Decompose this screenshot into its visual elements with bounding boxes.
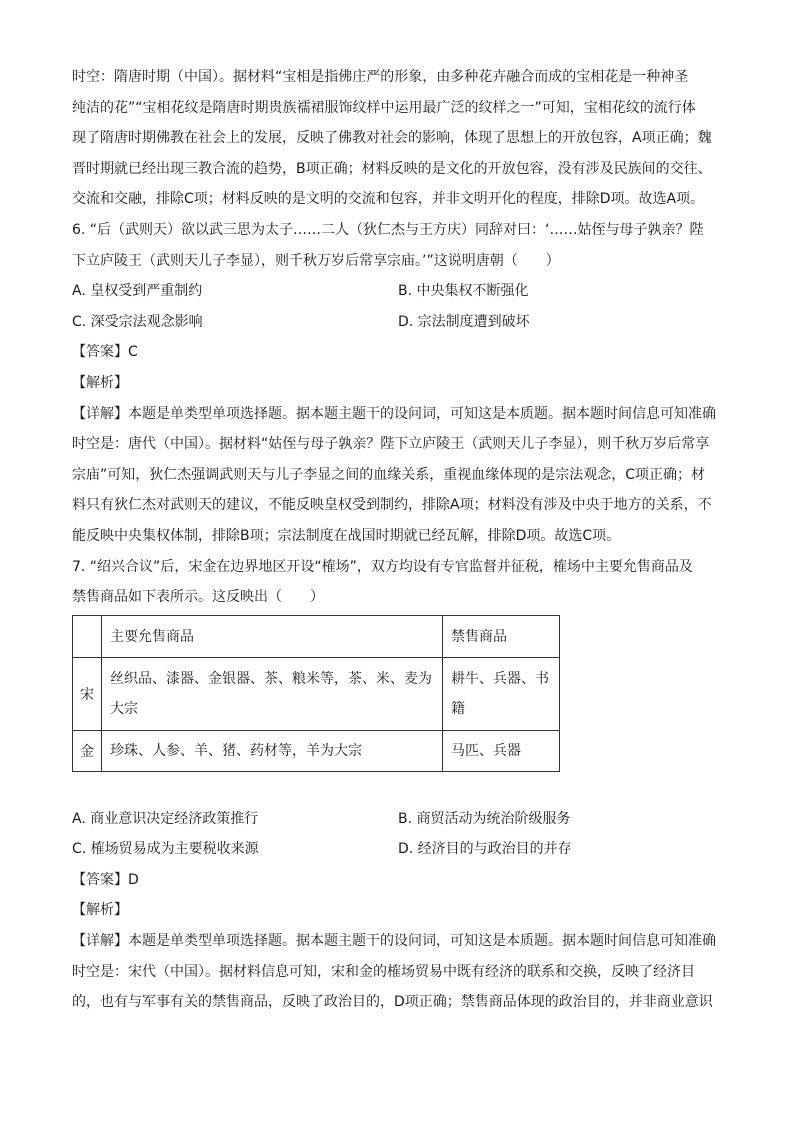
- cell-line: 籍: [451, 700, 465, 717]
- text-line: 交流和交融，排除C项；材料反映的是文明的交流和包容，并非文明开化的程度，排除D项。故选A项。: [72, 191, 705, 208]
- options-row: [72, 276, 724, 307]
- table-cell: [443, 657, 560, 730]
- table-cell: [443, 730, 560, 771]
- option-b: B. 商贸活动为统治阶级服务: [398, 810, 571, 827]
- option-d: D. 经济目的与政治目的并存: [398, 841, 572, 858]
- text-line: 纯洁的花”“宝相花纹是隋唐时期贵族襦裙服饰纹样中运用最广泛的纹样之一”可知，宝相花纹的流行体: [72, 99, 696, 116]
- question-stem-line: 7. “绍兴合议”后，宋金在边界地区开设“榷场”，双方均设有专官监督并征税，榷场中主要允售商品及: [72, 558, 693, 575]
- table-row: [73, 730, 560, 771]
- detail-line: 能反映中央集权体制，排除B项；宗法制度在战国时期就已经瓦解，排除D项。故选C项。: [72, 527, 621, 544]
- answer-value: C: [128, 344, 138, 361]
- table-row-label: 宋: [73, 657, 102, 730]
- question-6: [72, 215, 724, 552]
- option-a: A. 商业意识决定经济政策推行: [72, 810, 259, 827]
- table-cell: [102, 657, 443, 730]
- option-a: A. 皇权受到严重制约: [72, 283, 203, 300]
- question-stem-line: 下立庐陵王（武则天儿子李显），则千秋万岁后常享宗庙。’”这说明唐朝（ ）: [72, 252, 560, 269]
- options-row: [72, 804, 724, 835]
- question-stem-line: 禁售商品如下表所示。这反映出（ ）: [72, 589, 324, 606]
- answer-line: [72, 337, 724, 368]
- spacer: [72, 772, 724, 804]
- options-row: [72, 307, 724, 338]
- question-7: [72, 552, 724, 1018]
- answer-tag: 【答案】: [72, 871, 128, 888]
- options-row: [72, 834, 724, 865]
- question-stem-line: 6. “后（武则天）欲以武三思为太子……二人（狄仁杰与王方庆）同辞对曰：‘……姑侄与母子孰亲？陛: [72, 221, 704, 238]
- detail-line: 的，也有与军事有关的禁售商品，反映了政治目的，D项正确；禁售商品体现的政治目的，并非商业意识: [72, 994, 713, 1011]
- answer-tag: 【答案】: [72, 344, 128, 361]
- table-row-label: 金: [73, 730, 102, 771]
- goods-table: [72, 615, 560, 772]
- detail-line: 宗庙”可知，狄仁杰强调武则天与儿子李显之间的血缘关系，重视血缘体现的是宗法观念，C项正确；材: [72, 466, 706, 483]
- cell-line: 耕牛、兵器、书: [451, 670, 549, 687]
- option-c: C. 深受宗法观念影响: [72, 313, 203, 330]
- detail-line: 【详解】本题是单类型单项选择题。据本题主题干的设问词，可知这是本质题。据本题时间信息可知准确: [72, 933, 716, 950]
- table-header-row: [73, 615, 560, 657]
- document-page: [72, 62, 724, 1018]
- option-c: C. 榷场贸易成为主要税收来源: [72, 841, 259, 858]
- table-header-cell: [73, 615, 102, 657]
- analysis-tag: 【解析】: [72, 374, 128, 391]
- table-header-cell: 主要允售商品: [102, 615, 443, 657]
- detail-line: 时空是：宋代（中国）。据材料信息可知，宋和金的榷场贸易中既有经济的联系和交换，反映了经济目: [72, 963, 695, 980]
- cell-line: 马匹、兵器: [451, 742, 521, 759]
- cell-line: 丝织品、漆器、金银器、茶、粮米等，茶、米、麦为: [110, 670, 432, 687]
- answer-line: [72, 865, 724, 896]
- analysis-tag: 【解析】: [72, 902, 128, 919]
- table-row: [73, 657, 560, 730]
- table-header-cell: 禁售商品: [443, 615, 560, 657]
- detail-line: 【详解】本题是单类型单项选择题。据本题主题干的设问词，可知这是本质题。据本题时间信息可知准确: [72, 405, 716, 422]
- text-line: 时空：隋唐时期（中国）。据材料“宝相是指佛庄严的形象，由多种花卉融合而成的宝相花是一种神圣: [72, 69, 689, 85]
- table-cell: [102, 730, 443, 771]
- cell-line: 大宗: [110, 700, 138, 717]
- previous-analysis: [72, 62, 724, 215]
- cell-line: 珍珠、人参、羊、猪、药材等，羊为大宗: [110, 742, 362, 759]
- option-d: D. 宗法制度遭到破坏: [398, 313, 530, 330]
- text-line: 晋时期就已经出现三教合流的趋势，B项正确；材料反映的是文化的开放包容，没有涉及民族间的交往、: [72, 160, 712, 177]
- answer-value: D: [128, 871, 139, 888]
- text-line: 现了隋唐时期佛教在社会上的发展，反映了佛教对社会的影响，体现了思想上的开放包容，A项正确；魏: [72, 130, 712, 147]
- option-b: B. 中央集权不断强化: [398, 283, 529, 300]
- detail-line: 料只有狄仁杰对武则天的建议，不能反映皇权受到制约，排除A项；材料没有涉及中央于地方的关系，不: [72, 497, 712, 514]
- detail-line: 时空是：唐代（中国）。据材料“姑侄与母子孰亲？陛下立庐陵王（武则天儿子李显），则千秋万岁后常享: [72, 436, 710, 453]
